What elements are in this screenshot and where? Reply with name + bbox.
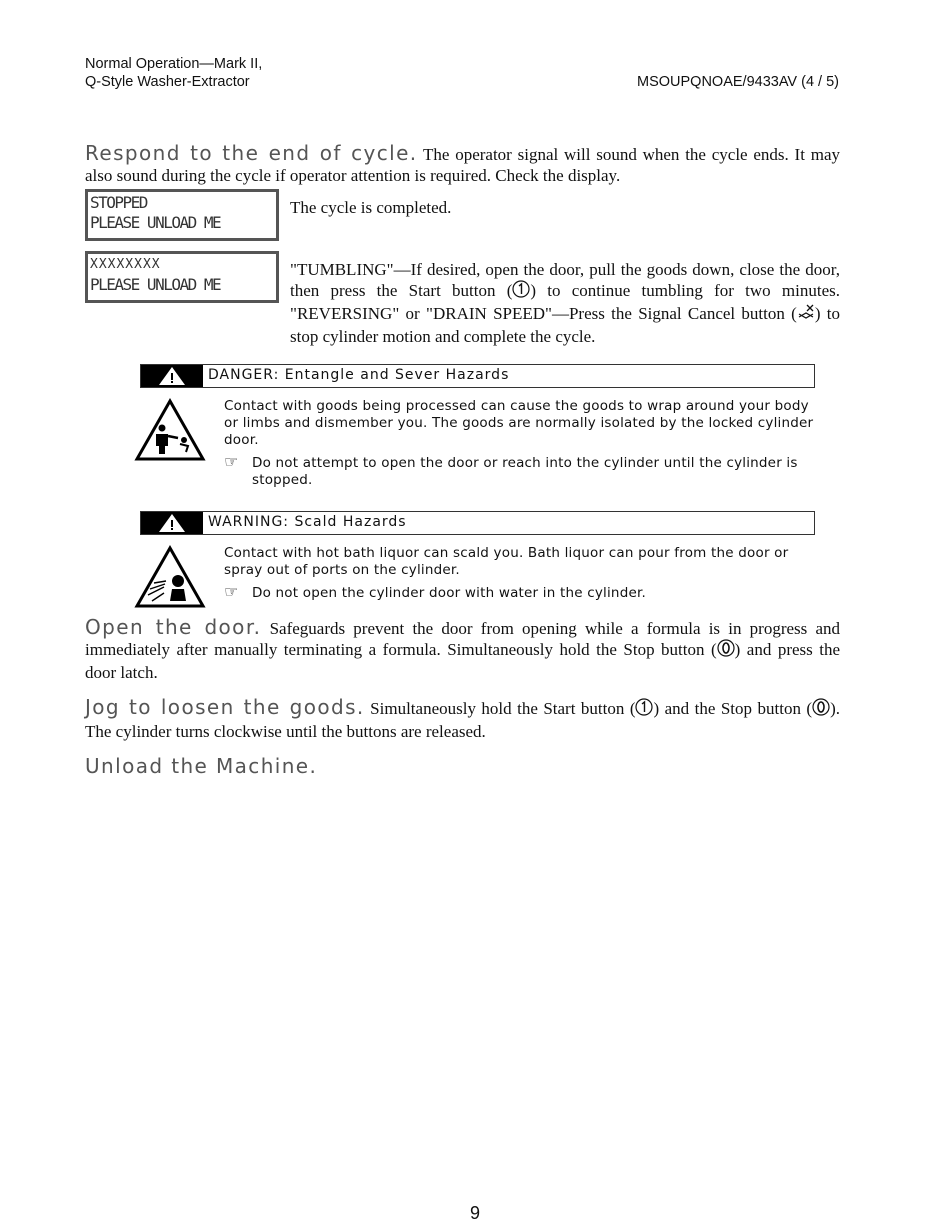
danger-body bbox=[224, 398, 814, 489]
respond-section bbox=[85, 143, 840, 186]
header-left bbox=[85, 55, 262, 91]
warning-title: WARNING: Scald Hazards bbox=[208, 514, 407, 530]
pointing-hand-icon: ☞ bbox=[224, 582, 239, 601]
header-doc-id: MSOUPQNOAE/9433AV (4 / 5) bbox=[637, 74, 839, 90]
pointing-hand-icon: ☞ bbox=[224, 452, 239, 471]
danger-safety-item bbox=[224, 452, 814, 489]
danger-text: Contact with goods being processed can cause the goods to wrap around your body or limbs and dismember you. The goods are normally isolated by the locked cylinder door. bbox=[224, 398, 814, 448]
display-unload-description bbox=[290, 259, 840, 347]
respond-heading: Respond to the end of cycle. bbox=[85, 141, 418, 165]
start-button-icon bbox=[635, 698, 653, 721]
open-door-text-part1: Safeguards prevent the door from opening while a formula is in progress and immediately after manually terminating a formula. Simultaneously hold the Stop button ( bbox=[85, 619, 840, 659]
scald-hazard-icon bbox=[134, 545, 206, 614]
warning-banner bbox=[140, 511, 815, 535]
open-door-text-part2: ) and press the door latch. bbox=[85, 640, 840, 682]
jog-text-part1: Simultaneously hold the Start button ( bbox=[370, 699, 636, 718]
header-title-line1: Normal Operation—Mark II, bbox=[85, 56, 263, 72]
page-number: 9 bbox=[469, 1203, 480, 1223]
display-line2: PLEASE UNLOAD ME bbox=[90, 275, 221, 294]
jog-heading: Jog to loosen the goods. bbox=[85, 695, 365, 719]
desc-text-part1: "TUMBLING"—If desired, open the door, pull the goods down, close the door, then press the Start button ( bbox=[290, 260, 840, 300]
warning-item-text: Do not open the cylinder door with water in the cylinder. bbox=[252, 585, 646, 601]
display-stopped-description: The cycle is completed. bbox=[290, 198, 452, 217]
stop-button-icon bbox=[812, 698, 830, 721]
display-line1: XXXXXXXX bbox=[90, 257, 161, 272]
display-line1: STOPPED bbox=[90, 193, 147, 212]
open-door-heading: Open the door. bbox=[85, 615, 262, 639]
start-button-icon bbox=[512, 280, 530, 303]
warning-safety-item bbox=[224, 582, 814, 602]
signal-cancel-icon bbox=[797, 303, 815, 326]
desc-text-part3: ) to stop cylinder motion and complete the cycle. bbox=[290, 304, 841, 346]
stop-button-icon bbox=[717, 639, 735, 662]
danger-item-text: Do not attempt to open the door or reach into the cylinder until the cylinder is stopped. bbox=[252, 455, 798, 488]
display-stopped bbox=[85, 189, 279, 241]
display-line2: PLEASE UNLOAD ME bbox=[90, 213, 221, 232]
unload-heading: Unload the Machine. bbox=[85, 754, 318, 778]
warning-body bbox=[224, 545, 814, 602]
jog-text-part2: ) and the Stop button ( bbox=[653, 699, 813, 718]
header-title-line2: Q-Style Washer-Extractor bbox=[85, 74, 250, 90]
respond-text: The operator signal will sound when the cycle ends. It may also sound during the cycle if operator attention is required. Check the display. bbox=[85, 145, 840, 185]
exclamation-icon bbox=[141, 365, 203, 387]
danger-title: DANGER: Entangle and Sever Hazards bbox=[208, 367, 510, 383]
desc-text-part2: ) to continue tumbling for two minutes. "REVERSING" or "DRAIN SPEED"—Press the Signal Cancel button ( bbox=[290, 281, 840, 323]
exclamation-icon bbox=[141, 512, 203, 534]
danger-banner bbox=[140, 364, 815, 388]
jog-section bbox=[85, 697, 840, 742]
open-door-section bbox=[85, 617, 840, 683]
jog-text-part3: ). The cylinder turns clockwise until the buttons are released. bbox=[85, 699, 840, 741]
warning-text: Contact with hot bath liquor can scald you. Bath liquor can pour from the door or spray out of ports on the cylinder. bbox=[224, 545, 789, 578]
display-unload bbox=[85, 251, 279, 303]
unload-section bbox=[85, 756, 840, 778]
entanglement-hazard-icon bbox=[134, 398, 206, 467]
